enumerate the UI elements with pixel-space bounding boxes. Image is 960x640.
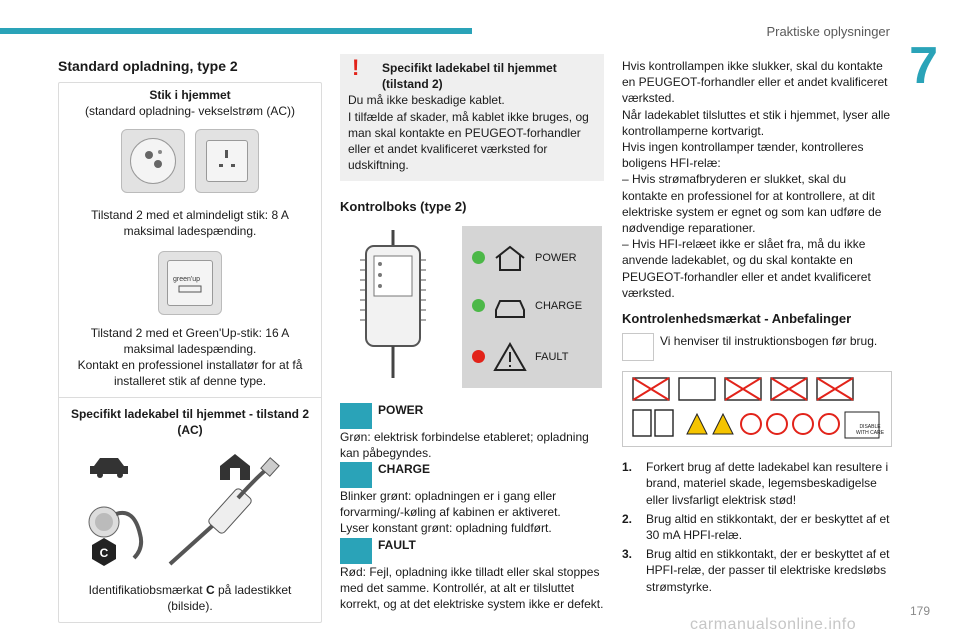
cable-cell (59, 402, 321, 622)
control-box-figure (340, 226, 604, 392)
car-outline-icon (493, 292, 527, 320)
cable-illustration (70, 448, 310, 572)
list-item: 3. Brug altid en stikkontakt, der er beskyttet af et HPFI-relæ, der passer til elektriske kredsløbs strømstyrke. (622, 547, 890, 594)
warning-triangle-icon (493, 342, 527, 372)
watermark-text: carmanualsonline.info (690, 616, 857, 633)
plug-cell (59, 83, 321, 393)
header-accent-bar (0, 28, 472, 34)
warning-exclamation-icon: ! (352, 55, 360, 80)
list-item: 1. Forkert brug af dette ladekabel kan resultere i brand, materiel skade, legemsbeskadigelse eller livsfarligt elektrisk stød! (622, 460, 889, 507)
page-number: 179 (909, 604, 930, 618)
legend-charge (472, 292, 582, 320)
safety-pictograms-icon (623, 372, 891, 444)
charge-led-icon (472, 299, 485, 312)
legend-power (472, 244, 577, 272)
manual-reference (622, 333, 892, 361)
power-house-icon (340, 403, 372, 429)
cable-title: Specifikt ladekabel til hjemmet - tilstand 2 (AC) (70, 407, 310, 437)
recommendations-list (622, 459, 892, 595)
car-icon (90, 458, 128, 478)
standard-socket-caption: Tilstand 2 med et almindeligt stik: 8 A maksimal ladespænding. (91, 208, 289, 238)
label-heading: Kontrolenhedsmærkat - Anbefalinger (622, 311, 852, 327)
warning-title: Specifikt ladekabel til hjemmet (tilstand 2) (382, 61, 557, 92)
indicator-power-title: POWER (378, 402, 424, 417)
plug-subtitle: (standard opladning- vekselstrøm (AC)) (84, 104, 296, 118)
control-box-heading: Kontrolboks (type 2) (340, 199, 467, 215)
paragraph-lamps: Når ladekablet tilsluttes et stik i hjemmet, lyser alle kontrollamperne kortvarigt. (622, 107, 891, 138)
house-icon (220, 454, 250, 480)
uk-socket-icon (195, 129, 259, 193)
paragraph-hfi-not-off: – Hvis HFI-relæet ikke er slået fra, må du ikke anvende ladekablet, og du skal kontakte en PEUGEOT-forhandler eller et andet kvalificeret værksted. (622, 237, 871, 300)
indicator-fault-title: FAULT (378, 537, 416, 552)
power-led-icon (472, 251, 485, 264)
standard-charging-heading: Standard opladning, type 2 (58, 58, 238, 74)
badge-c-letter: C (99, 546, 109, 560)
legend-charge-label: CHARGE (535, 299, 583, 312)
chapter-number: 7 (909, 37, 938, 95)
legend-fault-label: FAULT (535, 350, 569, 363)
charge-car-icon (340, 462, 372, 488)
indicator-power (340, 402, 604, 429)
indicator-fault-text: Rød: Fejl, opladning ikke tilladt eller skal stoppes med det samme. Kontrollér, at alt er tilsluttet korrekt, og at det elektriske system ikke er defekt. (340, 564, 604, 612)
house-icon (493, 244, 527, 272)
french-socket-icon (121, 129, 185, 193)
greenup-socket-icon: green'up (158, 251, 222, 315)
right-column (622, 58, 892, 598)
indicator-legend-panel (462, 226, 602, 388)
socket-images (65, 129, 315, 193)
indicator-charge-text: Blinker grønt: opladningen er i gang eller forvarming/-køling af kabinen er aktiveret. Lyser konstant grønt: opladning fuldført. (340, 489, 561, 536)
manual-book-icon (622, 333, 654, 361)
left-column (58, 58, 322, 623)
control-box-device-icon (360, 230, 426, 378)
legend-fault (472, 342, 568, 372)
middle-column (340, 54, 604, 612)
manual-reference-text: Vi henviser til instruktionsbogen før brug. (660, 334, 878, 349)
plug-title: Stik i hjemmet (149, 88, 231, 102)
list-item: 2. Brug altid en stikkontakt, der er beskyttet af et 30 mA HPFI-relæ. (622, 511, 890, 543)
fault-led-icon (472, 350, 485, 363)
paragraph-contact: Hvis kontrollampen ikke slukker, skal du kontakte en PEUGEOT-forhandler eller et andet kvalificeret værksted. (622, 59, 888, 106)
label-caption: Identifikatiobsmærkat C på ladestikket (bilside). (88, 583, 292, 613)
paragraph-breaker-off: – Hvis strømafbryderen er slukket, skal du kontakte en professionel for at kontrollere, at dit elektriske system er egnet og som kan udføre de nødvendige reparationer. (622, 172, 882, 236)
paragraph-hfi: Hvis ingen kontrollamper tænder, kontrolleres boligens HFI-relæ: (622, 140, 864, 171)
legend-power-label: POWER (535, 251, 577, 264)
greenup-image (65, 251, 315, 315)
warning-label-image (622, 371, 892, 447)
charging-info-box (58, 82, 322, 623)
warning-text: Du må ikke beskadige kablet. I tilfælde af skader, må kablet ikke bruges, og man skal kontakte en PEUGEOT-forhandler eller et andet kvalificeret værksted for udskiftning. (348, 93, 589, 173)
greenup-caption-1: Tilstand 2 med et Green'Up-stik: 16 A maksimal ladespænding. (90, 326, 290, 356)
cable-warning-box (340, 54, 604, 181)
indicator-fault (340, 537, 604, 564)
greenup-caption-2: Kontakt en professionel installatør for at få installeret stik af denne type. (77, 358, 303, 388)
indicator-charge (340, 461, 604, 488)
section-title: Praktiske oplysninger (766, 24, 890, 39)
disable-with-care-text: DISABLE WITH CARE (855, 424, 885, 437)
indicator-power-text: Grøn: elektrisk forbindelse etableret; opladning kan påbegyndes. (340, 429, 589, 460)
fault-warning-icon (340, 538, 372, 564)
indicator-charge-title: CHARGE (378, 462, 431, 477)
